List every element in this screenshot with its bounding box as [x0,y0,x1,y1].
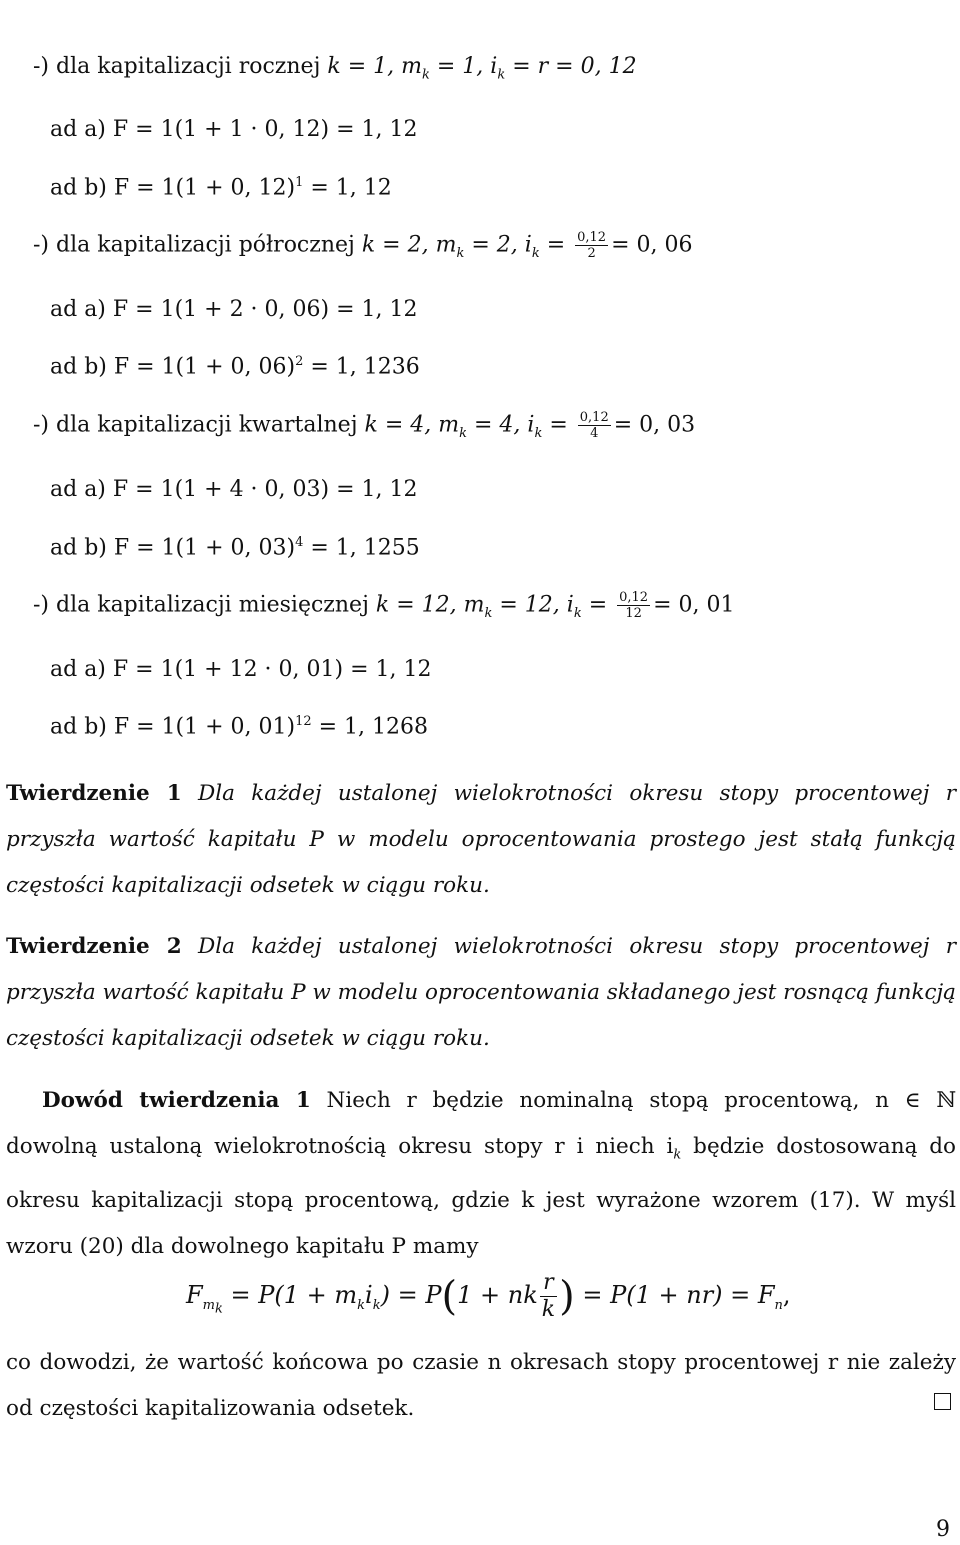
formula-frac-num: r [540,1270,557,1297]
case-4-sub-1: k [484,605,493,621]
case-2-label: -) dla kapitalizacji półrocznej [33,232,362,258]
case-4-ad-a [50,655,432,685]
proof [6,1078,956,1270]
formula-part-3: = P(1 + nr) = F [574,1281,775,1309]
case-4-ad-b-exp: 12 [295,714,312,729]
case-1-label: -) dla kapitalizacji rocznej [33,54,328,79]
formula-part-1: = P(1 + m [222,1281,358,1309]
case-3-ad-b [50,528,420,563]
case-4-heading [33,590,734,629]
case-3-math: k = 4, m [364,412,460,438]
proof-body: Niech r będzie nominalną stopą procentową, n ∈ ℕ dowolną ustaloną wielokrotnością okresu stopy r i niech i [6,1088,956,1159]
formula-paren-close: ) [559,1273,575,1320]
proof-sub-k: k [673,1147,682,1163]
case-3-math-rest: = [542,412,575,438]
page-number: 9 [936,1517,950,1542]
case-2-fraction [575,230,608,261]
formula-paren-open: ( [441,1273,458,1320]
case-3-heading [33,410,695,449]
case-1-math: k = 1, m [327,54,422,79]
case-1-ad-a-text: ad a) F = 1(1 + 1 · 0, 12) = 1, 12 [50,117,418,142]
case-4-frac-den: 12 [625,606,642,621]
formula-frac-den: k [541,1297,556,1322]
case-4-frac-rest: = 0, 01 [653,592,735,618]
case-3-ad-b-exp: 4 [295,535,304,550]
proof-label: Dowód twierdzenia 1 [42,1088,311,1113]
case-4-math: k = 12, m [375,592,485,618]
case-2-frac-den: 2 [587,246,596,261]
case-2-ad-a-text: ad a) F = 1(1 + 2 · 0, 06) = 1, 12 [50,297,418,322]
case-3-sub-1: k [459,425,468,441]
case-4-fraction [617,590,650,621]
case-1-sub-1: k [422,67,430,83]
case-2-ad-b-pre: ad b) F = 1(1 + 0, 06) [50,354,296,380]
case-3-fraction [578,410,611,441]
case-2-heading [33,230,692,269]
formula-part-1-i: i [365,1281,373,1309]
formula-part-3-sub: n [774,1297,783,1313]
formula-f-sub-m: m [202,1297,215,1313]
formula-part-2: ) = P [380,1281,442,1309]
case-1-heading [33,52,637,90]
case-2-ad-b-exp: 2 [295,354,304,369]
case-2-math-mid: = 2, i [464,232,532,258]
case-2-math-rest: = [539,232,573,258]
case-1-ad-b-exp: 1 [295,175,304,190]
case-3-math-mid: = 4, i [467,412,535,438]
theorem-1 [6,771,956,909]
case-4-ad-a-text: ad a) F = 1(1 + 12 · 0, 01) = 1, 12 [50,657,432,682]
case-2-ad-b [50,347,420,382]
case-4-math-rest: = [581,592,615,618]
case-4-ad-b-pre: ad b) F = 1(1 + 0, 01) [50,714,296,740]
formula-f: F [186,1281,203,1309]
case-4-ad-b [50,707,428,742]
formula-part-1-sub: k [357,1297,366,1313]
display-formula [186,1265,791,1339]
case-1-ad-b-pre: ad b) F = 1(1 + 0, 12) [50,175,296,201]
case-2-frac-num: 0,12 [577,230,607,245]
case-3-ad-a [50,475,418,505]
formula-f-sub-k: k [214,1301,223,1317]
formula-fraction [540,1270,557,1323]
case-1-sub-2: k [497,67,506,83]
case-2-ad-a [50,295,418,325]
case-1-ad-a [50,115,418,145]
qed-box-icon [934,1393,951,1410]
case-4-label: -) dla kapitalizacji miesięcznej [33,592,376,618]
case-4-frac-num: 0,12 [619,590,649,605]
theorem-1-label: Twierdzenie 1 [6,781,182,806]
case-2-frac-rest: = 0, 06 [611,232,693,258]
proof-body-2: będzie dostosowaną do okresu kapitalizacji stopą procentową, gdzie k jest wyrażone wzorem (17). W myśl wzoru (20) dla dowolnego kapitału P mamy [6,1134,956,1260]
case-1-ad-b [50,168,392,203]
case-3-label: -) dla kapitalizacji kwartalnej [33,412,365,438]
case-2-ad-b-post: = 1, 1236 [303,354,420,380]
case-3-frac-den: 4 [590,426,599,441]
formula-end: , [782,1281,791,1309]
formula-part-1-i-sub: k [372,1297,381,1313]
case-3-ad-a-text: ad a) F = 1(1 + 4 · 0, 03) = 1, 12 [50,477,418,502]
case-1-ad-b-post: = 1, 12 [303,175,392,201]
theorem-2-body: Dla każdej ustalonej wielokrotności okresu stopy procentowej r przyszła wartość kapitału P w modelu oprocentowania składanego jest rosnącą funkcją częstości kapitalizacji odsetek w ciągu roku. [6,934,956,1051]
case-3-ad-b-pre: ad b) F = 1(1 + 0, 03) [50,535,296,561]
case-1-math-mid: = 1, i [429,54,498,79]
theorem-2 [6,924,956,1062]
theorem-1-body: Dla każdej ustalonej wielokrotności okresu stopy procentowej r przyszła wartość kapitału P w modelu oprocentowania prostego jest stałą funkcją częstości kapitalizacji odsetek w ciągu roku. [6,781,956,898]
case-3-frac-rest: = 0, 03 [613,412,696,438]
case-2-math: k = 2, m [361,232,457,258]
case-4-math-mid: = 12, i [492,592,574,618]
case-4-sub-2: k [573,605,582,621]
formula-inner: 1 + nk [457,1281,538,1309]
case-3-ad-b-post: = 1, 1255 [303,535,420,561]
conclusion-text: co dowodzi, że wartość końcowa po czasie n okresach stopy procentowej r nie zależy od częstości kapitalizowania odsetek. [6,1350,956,1421]
case-3-sub-2: k [534,425,543,441]
case-1-math-rest: = r = 0, 12 [505,54,637,79]
proof-conclusion [6,1340,956,1432]
case-2-sub-1: k [456,245,465,261]
case-2-sub-2: k [531,245,540,261]
theorem-2-label: Twierdzenie 2 [6,934,182,959]
case-3-frac-num: 0,12 [579,410,609,425]
case-4-ad-b-post: = 1, 1268 [311,714,429,740]
